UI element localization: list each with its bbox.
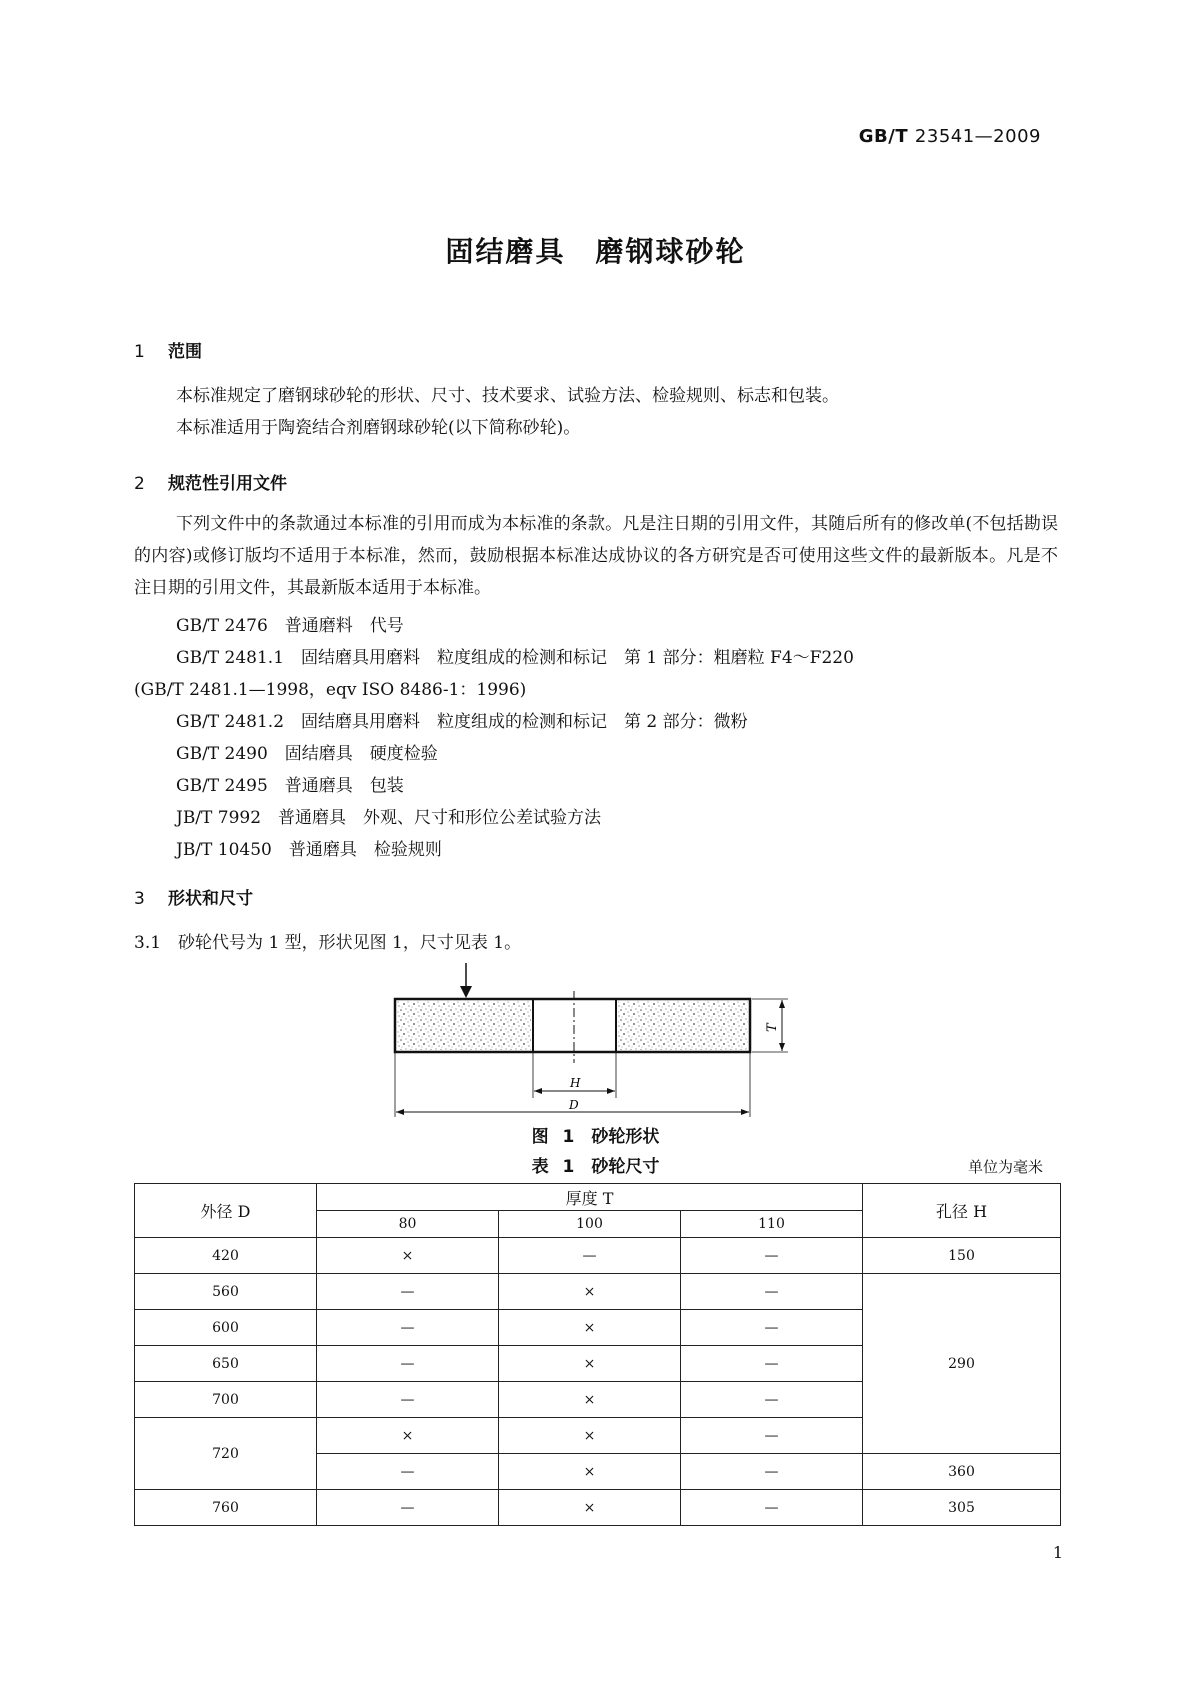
cell-bore-diameter: 360 xyxy=(863,1454,1061,1490)
section-3-heading xyxy=(134,884,253,909)
cell-thickness: × xyxy=(499,1490,681,1526)
dimension-arrow xyxy=(779,1043,785,1051)
reference-item: GB/T 2481.1 固结磨具用磨料 粒度组成的检测和标记 第 1 部分：粗磨粒 F4～F220 xyxy=(176,648,854,668)
cell-thickness: — xyxy=(499,1238,681,1274)
table-caption: 表 1 砂轮尺寸 xyxy=(531,1157,660,1177)
label-d: D xyxy=(569,1098,579,1112)
header-thickness: 厚度 T xyxy=(317,1184,863,1211)
reference-item: GB/T 2490 固结磨具 硬度检验 xyxy=(176,744,438,764)
grinding-wheel-figure xyxy=(380,958,820,1118)
cell-thickness: — xyxy=(681,1382,863,1418)
cell-thickness: — xyxy=(317,1382,499,1418)
dimension-arrow xyxy=(534,1088,542,1094)
header-thickness-value: 100 xyxy=(499,1211,681,1238)
label-h: H xyxy=(570,1076,581,1090)
document-title: 固结磨具 磨钢球砂轮 xyxy=(445,235,746,268)
reference-item: GB/T 2495 普通磨具 包装 xyxy=(176,776,404,796)
load-arrow-head xyxy=(460,986,472,998)
cell-thickness: — xyxy=(317,1346,499,1382)
cell-thickness: — xyxy=(681,1274,863,1310)
cell-bore-diameter: 305 xyxy=(863,1490,1061,1526)
cell-thickness: — xyxy=(681,1346,863,1382)
dimension-arrow xyxy=(741,1109,749,1115)
cell-thickness: — xyxy=(317,1310,499,1346)
clause-3-1: 3.1 砂轮代号为 1 型，形状见图 1，尺寸见表 1。 xyxy=(134,933,522,953)
paragraph: 本标准适用于陶瓷结合剂磨钢球砂轮(以下简称砂轮)。 xyxy=(176,418,581,438)
cell-bore-diameter: 290 xyxy=(863,1274,1061,1454)
reference-item: JB/T 10450 普通磨具 检验规则 xyxy=(176,840,442,860)
cell-outer-diameter: 700 xyxy=(135,1382,317,1418)
section-title: 范围 xyxy=(168,342,202,362)
cell-thickness: × xyxy=(499,1418,681,1454)
cell-thickness: × xyxy=(499,1454,681,1490)
cell-thickness: — xyxy=(681,1490,863,1526)
table-header-row xyxy=(135,1184,1061,1211)
cell-outer-diameter: 420 xyxy=(135,1238,317,1274)
cell-thickness: × xyxy=(499,1346,681,1382)
header-outer-diameter: 外径 D xyxy=(135,1184,317,1238)
cell-thickness: × xyxy=(317,1238,499,1274)
table-row xyxy=(135,1490,1061,1526)
cell-outer-diameter: 760 xyxy=(135,1490,317,1526)
standard-code xyxy=(859,126,1041,147)
cell-bore-diameter: 150 xyxy=(863,1238,1061,1274)
reference-item: GB/T 2476 普通磨料 代号 xyxy=(176,616,404,636)
dimension-arrow xyxy=(396,1109,404,1115)
cell-thickness: — xyxy=(317,1490,499,1526)
cell-thickness: × xyxy=(317,1418,499,1454)
figure-caption: 图 1 砂轮形状 xyxy=(531,1127,660,1147)
references-intro-paragraph: 下列文件中的条款通过本标准的引用而成为本标准的条款。凡是注日期的引用文件，其随后所有的修改单(不包括勘误的内容)或修订版均不适用于本标准，然而，鼓励根据本标准达成协议的各方研究是否可使用这些文件的最新版本。凡是不注日期的引用文件，其最新版本适用于本标准。 xyxy=(134,514,1058,598)
reference-item: JB/T 7992 普通磨具 外观、尺寸和形位公差试验方法 xyxy=(176,808,602,828)
table-unit-note: 单位为毫米 xyxy=(967,1158,1043,1176)
cell-thickness: × xyxy=(499,1310,681,1346)
page-number: 1 xyxy=(1052,1543,1063,1562)
standard-code-prefix: GB/T xyxy=(858,126,909,147)
cell-thickness: — xyxy=(317,1274,499,1310)
header-bore-diameter: 孔径 H xyxy=(863,1184,1061,1238)
cell-thickness: × xyxy=(499,1274,681,1310)
section-title: 规范性引用文件 xyxy=(168,474,287,494)
dimensions-table xyxy=(134,1183,1061,1526)
section-title: 形状和尺寸 xyxy=(168,889,253,909)
dimension-arrow xyxy=(779,1000,785,1008)
cell-thickness: × xyxy=(499,1382,681,1418)
wheel-section-right xyxy=(618,1001,748,1050)
section-2-heading xyxy=(134,469,287,494)
cell-outer-diameter: 560 xyxy=(135,1274,317,1310)
paragraph: 本标准规定了磨钢球砂轮的形状、尺寸、技术要求、试验方法、检验规则、标志和包装。 xyxy=(176,386,839,406)
section-number: 3 xyxy=(134,889,145,909)
cell-thickness: — xyxy=(317,1454,499,1490)
section-1-heading xyxy=(134,337,202,362)
table-row xyxy=(135,1274,1061,1310)
cell-thickness: — xyxy=(681,1310,863,1346)
cell-outer-diameter: 650 xyxy=(135,1346,317,1382)
reference-item: GB/T 2481.2 固结磨具用磨料 粒度组成的检测和标记 第 2 部分：微粉 xyxy=(176,712,748,732)
cell-outer-diameter: 720 xyxy=(135,1418,317,1490)
standard-code-number: 23541—2009 xyxy=(914,126,1041,147)
cell-thickness: — xyxy=(681,1418,863,1454)
dimension-arrow xyxy=(607,1088,615,1094)
table-row xyxy=(135,1238,1061,1274)
reference-item-continuation: (GB/T 2481.1—1998，eqv ISO 8486-1：1996) xyxy=(134,680,527,700)
section-number: 2 xyxy=(134,474,145,494)
cell-outer-diameter: 600 xyxy=(135,1310,317,1346)
header-thickness-value: 110 xyxy=(681,1211,863,1238)
section-number: 1 xyxy=(134,342,145,362)
label-t: T xyxy=(765,1023,780,1032)
wheel-section-left xyxy=(397,1001,531,1050)
cell-thickness: — xyxy=(681,1454,863,1490)
cell-thickness: — xyxy=(681,1238,863,1274)
header-thickness-value: 80 xyxy=(317,1211,499,1238)
